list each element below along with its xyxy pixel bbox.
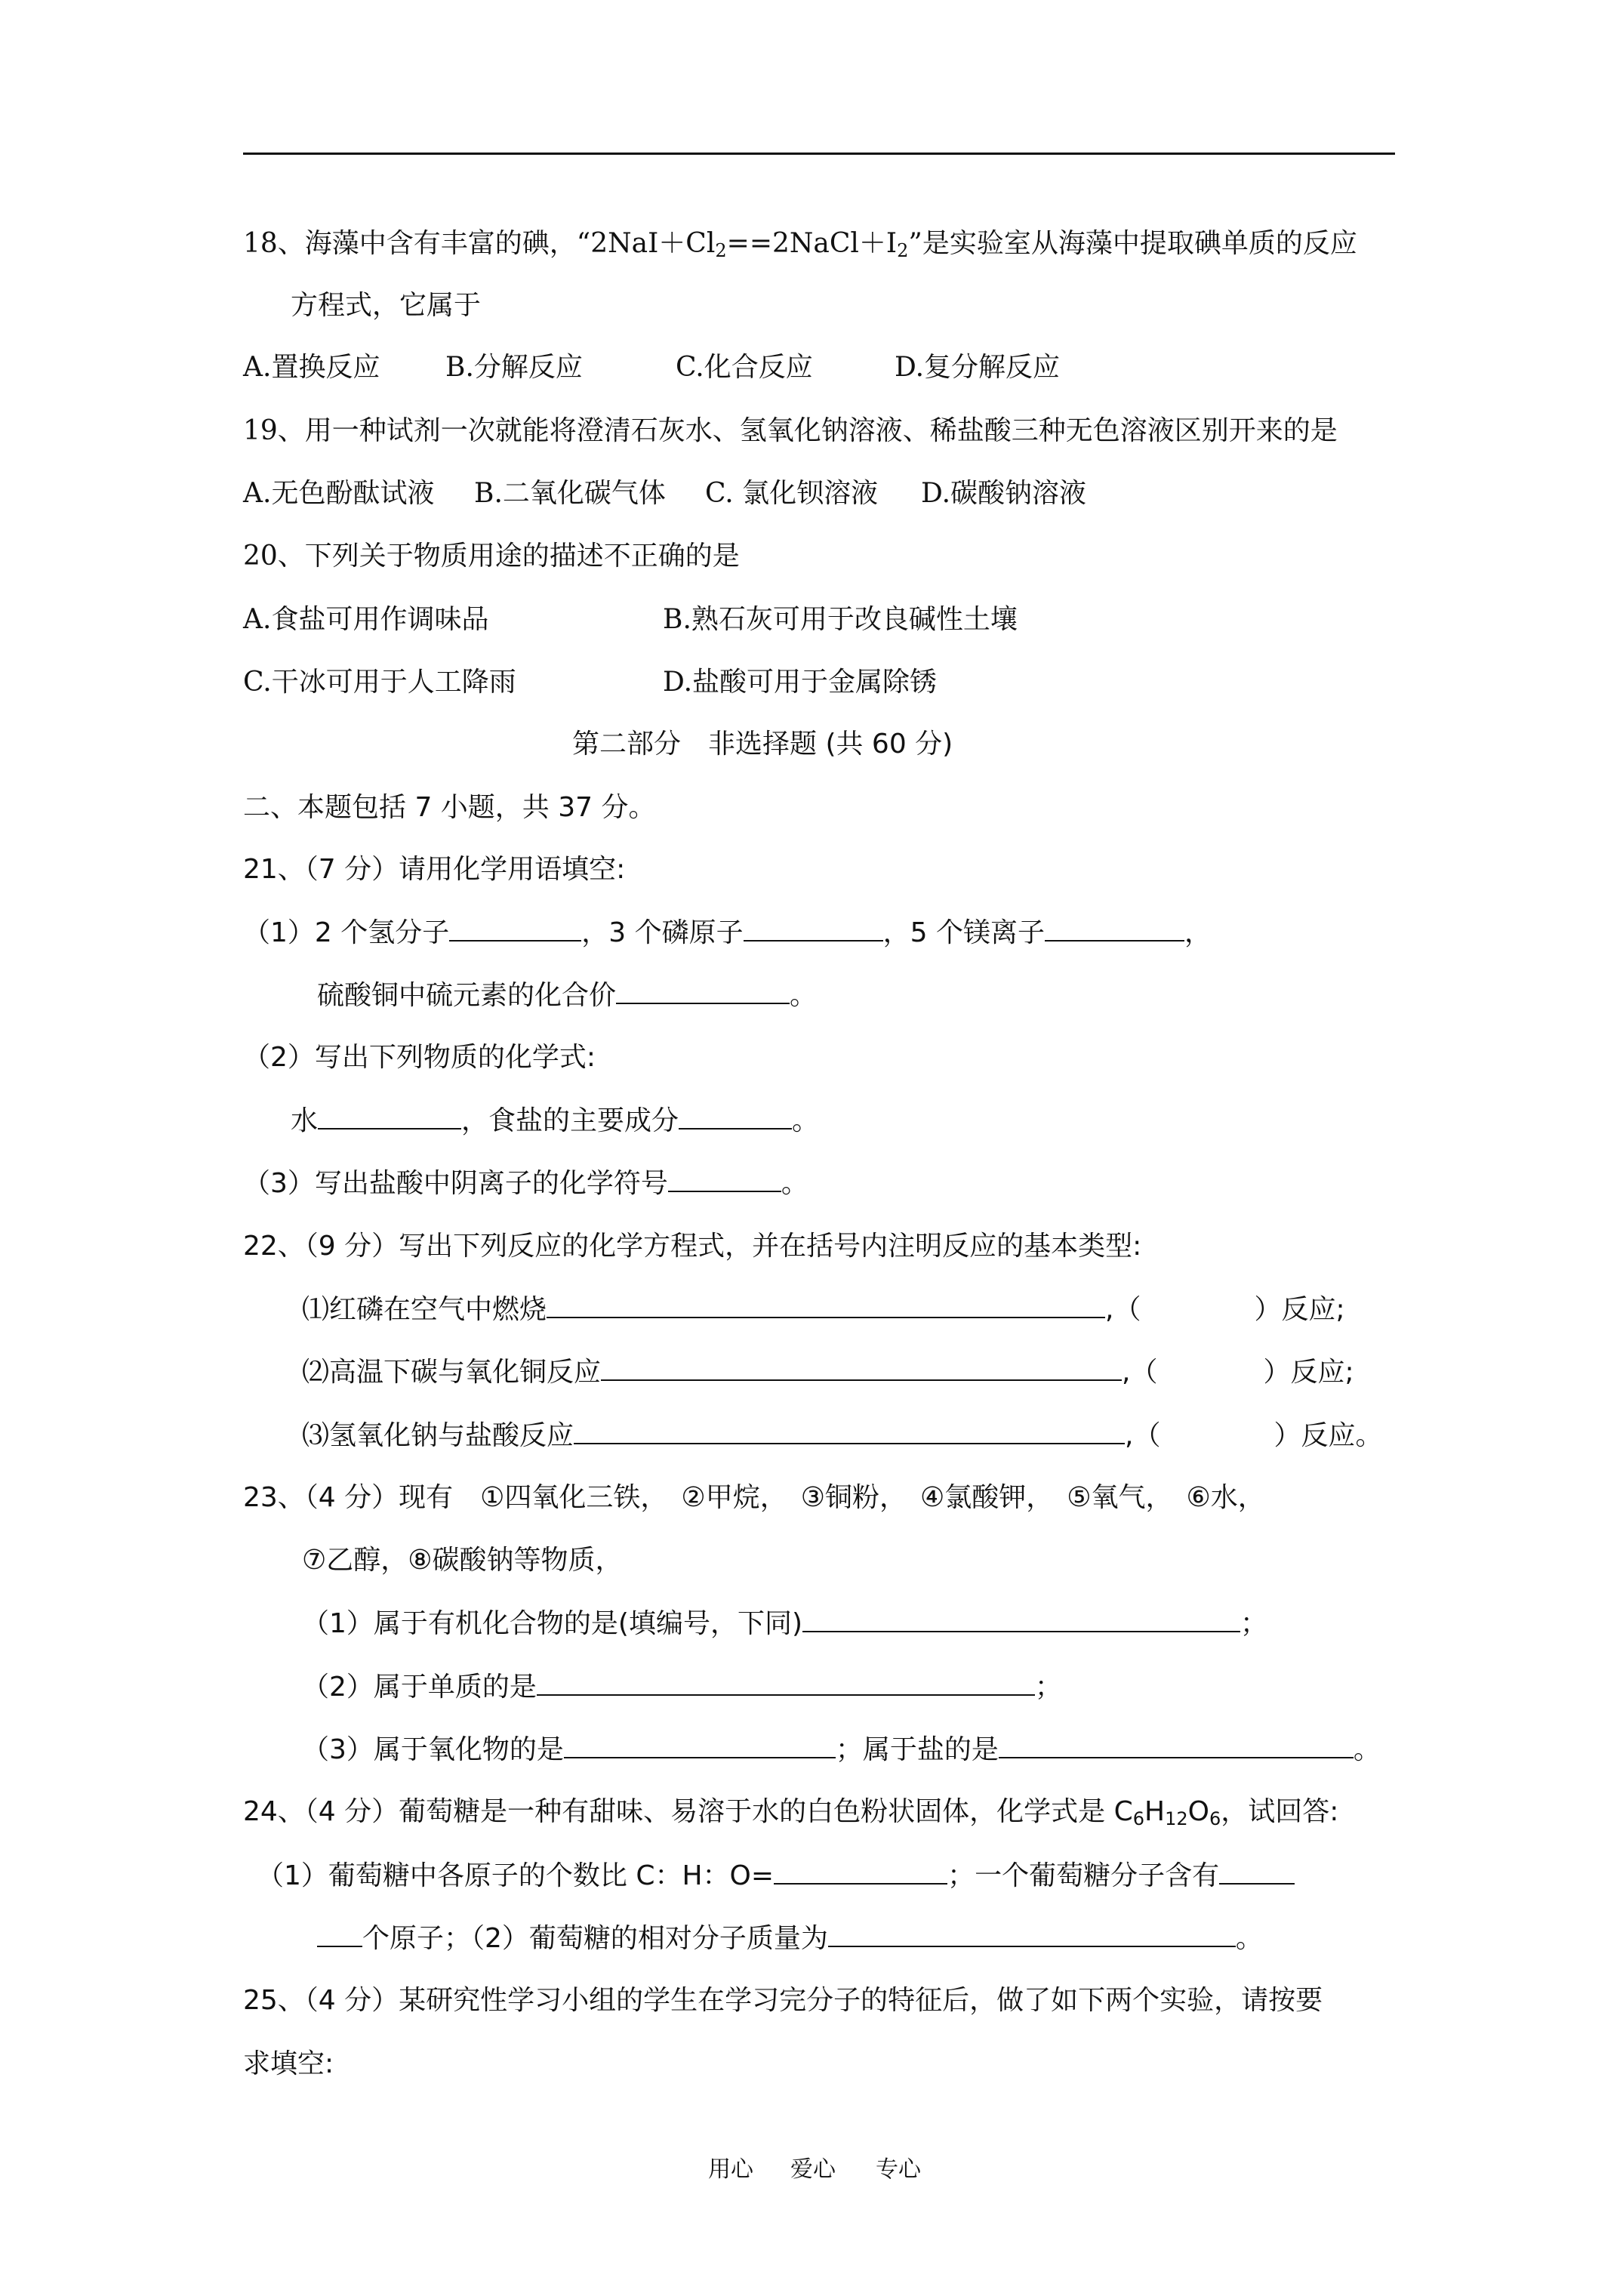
water-formula-blank[interactable] [318, 1102, 461, 1130]
q19-stem: 19、用一种试剂一次就能将澄清石灰水、氢氧化钠溶液、稀盐酸三种无色溶液区别开来的是 [243, 415, 1338, 446]
header-rule [243, 153, 1395, 155]
q21-stem: 21、（7 分）请用化学用语填空: [243, 854, 626, 885]
organic-compound-blank[interactable] [802, 1605, 1240, 1632]
q19-option-b: B.二氧化碳气体 [474, 478, 666, 509]
atom-count-blank-a[interactable] [1219, 1857, 1295, 1885]
q18-option-c: C.化合反应 [676, 352, 813, 383]
q20-option-d: D.盐酸可用于金属除锈 [663, 667, 938, 698]
salt-formula-blank[interactable] [679, 1102, 792, 1130]
atom-ratio-blank[interactable] [774, 1857, 947, 1885]
section2-heading: 二、本题包括 7 小题，共 37 分。 [243, 792, 656, 823]
footer-word-2: 爱心 [790, 2156, 836, 2183]
q24-part1: （1）葡萄糖中各原子的个数比 C：H：O= ；一个葡萄糖分子含有 [257, 1857, 1295, 1894]
q20-option-a: A.食盐可用作调味品 [243, 604, 489, 635]
q20-option-b: B.熟石灰可用于改良碱性土壤 [663, 604, 1018, 635]
q21-part3: （3）写出盐酸中阴离子的化学符号 。 [243, 1165, 808, 1202]
magnesium-ion-blank[interactable] [1045, 914, 1184, 942]
q19-option-a: A.无色酚酞试液 [243, 478, 435, 509]
footer-word-3: 专心 [876, 2156, 921, 2183]
sulfur-valence-blank[interactable] [616, 977, 790, 1004]
anion-symbol-blank[interactable] [668, 1165, 781, 1192]
equation-blank-1[interactable] [547, 1291, 1105, 1318]
equation-blank-2[interactable] [601, 1354, 1122, 1381]
q18-line2: 方程式，它属于 [291, 290, 482, 321]
q22-item1: ⑴红磷在空气中燃烧 ,（ ）反应; [302, 1291, 1345, 1328]
footer-word-1: 用心 [708, 2156, 753, 2183]
oxide-blank[interactable] [564, 1731, 836, 1758]
q18-line1: 18、海藻中含有丰富的碘，“$2NaI+Cl_2==2NaCl+I_2$”是实验室从海藻中提取碘单质的反应 [243, 228, 1357, 261]
q23-part2: （2）属于单质的是 ； [302, 1669, 1062, 1706]
salt-blank[interactable] [999, 1731, 1354, 1758]
equation-blank-3[interactable] [574, 1417, 1125, 1444]
q23-line2: ⑦乙醇，⑧碳酸钠等物质， [302, 1545, 623, 1576]
q19-option-d: D.碳酸钠溶液 [921, 478, 1087, 509]
hydrogen-molecule-blank[interactable] [449, 914, 581, 942]
q23-part3: （3）属于氧化物的是 ；属于盐的是 。 [302, 1731, 1381, 1768]
molecular-mass-blank[interactable] [828, 1920, 1236, 1947]
q20-stem: 20、下列关于物质用途的描述不正确的是 [243, 541, 740, 572]
phosphorus-atom-blank[interactable] [744, 914, 883, 942]
part2-title: 第二部分 非选择题 (共 60 分) [572, 729, 953, 760]
q21-part2-blanks: 水 ，食盐的主要成分 。 [291, 1102, 819, 1139]
q21-part1-line2: 硫酸铜中硫元素的化合价 。 [317, 977, 817, 1014]
q23-part1: （1）属于有机化合物的是(填编号，下同) ； [302, 1605, 1267, 1642]
element-substance-blank[interactable] [537, 1669, 1035, 1696]
q19-option-c: C. 氯化钡溶液 [705, 478, 879, 509]
q20-option-c: C.干冰可用于人工降雨 [243, 667, 516, 698]
q18-option-b: B.分解反应 [445, 352, 583, 383]
q24-stem: 24、（4 分）葡萄糖是一种有甜味、易溶于水的白色粉状固体，化学式是 $C_6H_{12}O_6$，试回答: [243, 1796, 1339, 1829]
q22-stem: 22、（9 分）写出下列反应的化学方程式，并在括号内注明反应的基本类型: [243, 1231, 1142, 1262]
q25-line2: 求填空: [243, 2048, 334, 2079]
q18-option-d: D.复分解反应 [895, 352, 1061, 383]
q21-part2: （2）写出下列物质的化学式: [243, 1042, 596, 1073]
q24-part2: 个原子；（2）葡萄糖的相对分子质量为 。 [317, 1920, 1263, 1957]
atom-count-blank-b[interactable] [317, 1920, 362, 1947]
q25-line1: 25、（4 分）某研究性学习小组的学生在学习完分子的特征后，做了如下两个实验，请按要 [243, 1985, 1323, 2016]
q23-line1: 23、（4 分）现有 ①四氧化三铁， ②甲烷， ③铜粉， ④氯酸钾， ⑤氧气， ⑥水， [243, 1482, 1265, 1513]
q22-item2: ⑵高温下碳与氧化铜反应 ,（ ）反应; [302, 1354, 1354, 1391]
q22-item3: ⑶氢氧化钠与盐酸反应 ,（ ）反应。 [302, 1417, 1382, 1454]
q21-part1: （1）2 个氢分子 ，3 个磷原子 ，5 个镁离子 ， [243, 914, 1212, 951]
q18-option-a: A.置换反应 [243, 352, 380, 383]
